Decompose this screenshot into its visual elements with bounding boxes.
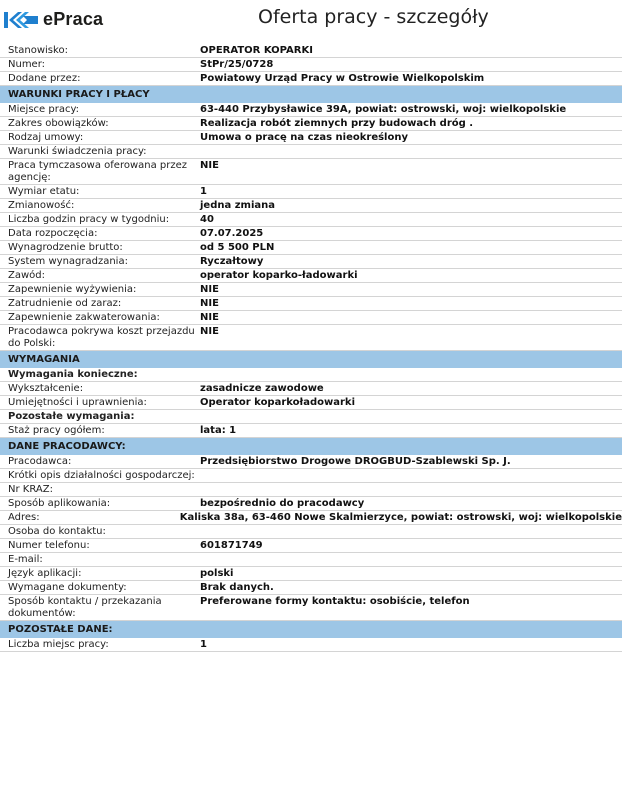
field-label: Osoba do kontaktu: (8, 526, 106, 537)
detail-row (0, 269, 622, 283)
detail-row (0, 638, 622, 652)
section-header: WYMAGANIA (0, 351, 622, 368)
field-label: Sposób kontaktu / przekazania dokumentów: (8, 596, 162, 619)
field-value: 1 (200, 186, 207, 197)
subsection-label: Wymagania konieczne: (8, 369, 138, 380)
field-label: Krótki opis działalności gospodarczej: (8, 470, 195, 481)
detail-row (0, 483, 622, 497)
detail-row (0, 145, 622, 159)
field-value: operator koparko-ładowarki (200, 270, 358, 281)
field-value: Powiatowy Urząd Pracy w Ostrowie Wielkopolskim (200, 73, 485, 84)
field-label: Pracodawca pokrywa koszt przejazdu do Polski: (8, 326, 195, 349)
field-label: Liczba miejsc pracy: (8, 639, 109, 650)
epraca-logo-icon (4, 10, 40, 30)
field-value: Preferowane formy kontaktu: osobiście, telefon (200, 596, 470, 607)
field-label: Numer: (8, 59, 46, 70)
field-value: lata: 1 (200, 425, 237, 436)
field-value: StPr/25/0728 (200, 59, 274, 70)
subsection-label: Pozostałe wymagania: (8, 411, 135, 422)
field-label: E-mail: (8, 554, 43, 565)
detail-row (0, 382, 622, 396)
detail-row (0, 44, 622, 58)
field-value: OPERATOR KOPARKI (200, 45, 313, 56)
detail-row (0, 103, 622, 117)
field-value: polski (200, 568, 234, 579)
field-label: Zapewnienie zakwaterowania: (8, 312, 160, 323)
field-label: Rodzaj umowy: (8, 132, 84, 143)
detail-row (0, 227, 622, 241)
section-header: WARUNKI PRACY I PŁACY (0, 86, 622, 103)
field-value: zasadnicze zawodowe (200, 383, 324, 394)
field-value: Realizacja robót ziemnych przy budowach dróg . (200, 118, 474, 129)
subsection-row (0, 368, 622, 382)
detail-row (0, 58, 622, 72)
detail-row (0, 255, 622, 269)
field-label: Staż pracy ogółem: (8, 425, 105, 436)
detail-row (0, 185, 622, 199)
section-header: DANE PRACODAWCY: (0, 438, 622, 455)
field-value: NIE (200, 160, 219, 171)
field-label: Umiejętności i uprawnienia: (8, 397, 147, 408)
field-label: Wykształcenie: (8, 383, 84, 394)
detail-row (0, 455, 622, 469)
detail-row (0, 297, 622, 311)
detail-row (0, 325, 622, 351)
detail-row (0, 117, 622, 131)
field-value: bezpośrednio do pracodawcy (200, 498, 365, 509)
field-label: Praca tymczasowa oferowana przez agencję: (8, 160, 188, 183)
field-label: System wynagradzania: (8, 256, 128, 267)
field-value: NIE (200, 284, 219, 295)
detail-row (0, 567, 622, 581)
detail-row (0, 595, 622, 621)
field-label: Język aplikacji: (8, 568, 82, 579)
logo-text: ePraca (43, 9, 104, 29)
field-label: Warunki świadczenia pracy: (8, 146, 147, 157)
field-value: od 5 500 PLN (200, 242, 275, 253)
detail-row (0, 213, 622, 227)
field-value: Brak danych. (200, 582, 274, 593)
detail-row (0, 469, 622, 483)
field-value: NIE (200, 326, 219, 337)
section-header: POZOSTAŁE DANE: (0, 621, 622, 638)
field-value: Przedsiębiorstwo Drogowe DROGBUD-Szablewski Sp. J. (200, 456, 511, 467)
field-label: Sposób aplikowania: (8, 498, 111, 509)
field-value: 63-440 Przybysławice 39A, powiat: ostrowski, woj: wielkopolskie (200, 104, 567, 115)
detail-row (0, 311, 622, 325)
detail-row (0, 497, 622, 511)
field-label: Numer telefonu: (8, 540, 90, 551)
field-label: Zakres obowiązków: (8, 118, 109, 129)
field-value: Kaliska 38a, 63-460 Nowe Skalmierzyce, powiat: ostrowski, woj: wielkopolskie (179, 512, 622, 523)
field-value: 40 (200, 214, 214, 225)
field-label: Liczba godzin pracy w tygodniu: (8, 214, 170, 225)
field-label: Zapewnienie wyżywienia: (8, 284, 137, 295)
field-value: Ryczałtowy (200, 256, 264, 267)
detail-row (0, 159, 622, 185)
detail-row (0, 553, 622, 567)
detail-row (0, 72, 622, 86)
field-value: 1 (200, 639, 207, 650)
subsection-row (0, 410, 622, 424)
detail-row (0, 131, 622, 145)
field-label: Zatrudnienie od zaraz: (8, 298, 122, 309)
field-value: 07.07.2025 (200, 228, 264, 239)
detail-row (0, 396, 622, 410)
detail-row (0, 241, 622, 255)
page-title: Oferta pracy - szczegóły (258, 6, 489, 28)
field-label: Stanowisko: (8, 45, 68, 56)
logo (4, 9, 103, 30)
field-label: Wymiar etatu: (8, 186, 80, 197)
field-label: Zawód: (8, 270, 45, 281)
field-label: Zmianowość: (8, 200, 75, 211)
field-value: Umowa o pracę na czas nieokreślony (200, 132, 408, 143)
detail-row (0, 283, 622, 297)
field-label: Dodane przez: (8, 73, 81, 84)
detail-row (0, 424, 622, 438)
field-value: Operator koparkoładowarki (200, 397, 356, 408)
field-label: Wynagrodzenie brutto: (8, 242, 123, 253)
field-label: Wymagane dokumenty: (8, 582, 127, 593)
offer-details (0, 44, 622, 652)
field-value: NIE (200, 298, 219, 309)
field-label: Pracodawca: (8, 456, 72, 467)
field-label: Data rozpoczęcia: (8, 228, 98, 239)
detail-row (0, 199, 622, 213)
detail-row (0, 539, 622, 553)
field-value: NIE (200, 312, 219, 323)
field-label: Nr KRAZ: (8, 484, 53, 495)
field-label: Miejsce pracy: (8, 104, 80, 115)
detail-row (0, 525, 622, 539)
field-value: 601871749 (200, 540, 263, 551)
field-label: Adres: (8, 512, 40, 523)
field-value: jedna zmiana (200, 200, 275, 211)
detail-row (0, 511, 622, 525)
detail-row (0, 581, 622, 595)
header (0, 0, 622, 38)
